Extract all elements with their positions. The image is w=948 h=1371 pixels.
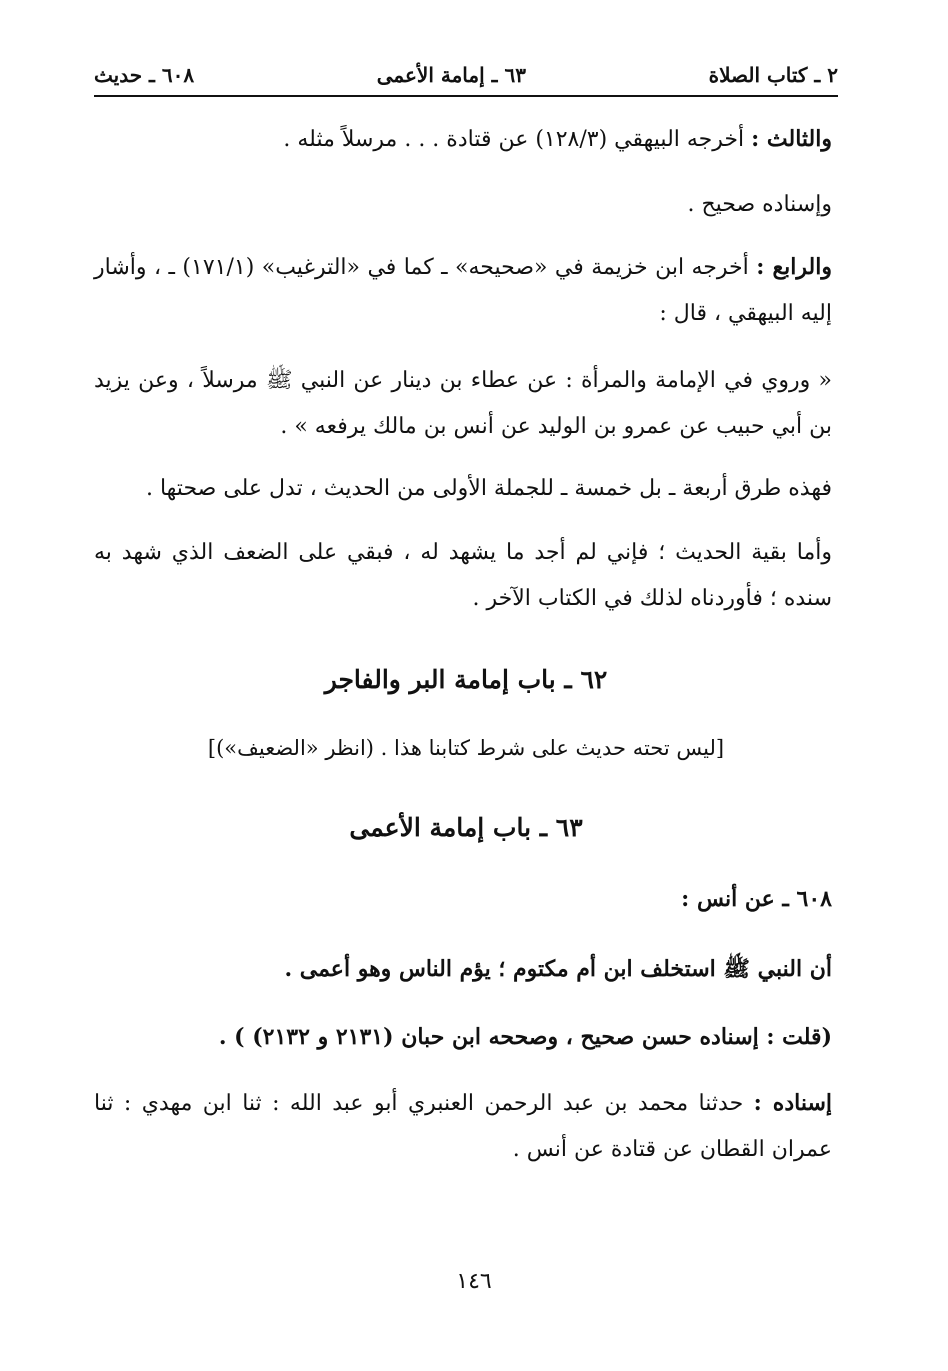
paragraph-quote: « وروي في الإمامة والمرأة : عن عطاء بن دينار عن النبي ﷺ مرسلاً ، وعن يزيد بن أبي حبيب عن عمرو بن الوليد عن أنس بن مالك يرفعه » . xyxy=(94,368,832,439)
header-divider xyxy=(94,95,838,97)
section-63-title: ٦٣ ـ باب إمامة الأعمى xyxy=(349,813,583,842)
section-62-title: ٦٢ ـ باب إمامة البر والفاجر xyxy=(324,665,608,694)
header-book-title: ٢ ـ كتاب الصلاة xyxy=(708,63,838,87)
hadith-number: ٦٠٨ ـ عن أنس : xyxy=(681,886,832,912)
hadith-isnad xyxy=(94,1080,832,1173)
fourth-text: أخرجه ابن خزيمة في «صحيحه» ـ كما في «الترغيب» (١٧١/١) ـ ، وأشار إليه البيهقي ، قال : xyxy=(94,255,832,326)
isnad-label: إسناده : xyxy=(753,1090,833,1116)
third-text: أخرجه البيهقي (١٢٨/٣) عن قتادة . . . مرسلاً مثله . xyxy=(283,127,752,152)
section-62-note: [ليس تحته حديث على شرط كتابنا هذا . (انظر «الضعيف»)] xyxy=(207,736,725,760)
header-hadith-number: ٦٠٨ ـ حديث xyxy=(94,63,195,87)
paragraph-four-routes: فهذه طرق أربعة ـ بل خمسة ـ للجملة الأولى من الحديث ، تدل على صحتها . xyxy=(145,476,832,501)
paragraph-isnad-sahih: وإسناده صحيح . xyxy=(687,192,832,217)
hadith-grading: (قلت : إسناده حسن صحيح ، وصححه ابن حبان (٢١٣١ و ٢١٣٢) ) . xyxy=(218,1024,832,1050)
page-number: ١٤٦ xyxy=(456,1269,492,1294)
paragraph-fourth xyxy=(94,244,832,337)
fourth-label: والرابع : xyxy=(756,254,832,280)
isnad-text: حدثنا محمد بن عبد الرحمن العنبري أبو عبد الله : ثنا ابن مهدي : ثنا عمران القطان عن قتادة عن أنس . xyxy=(94,1091,832,1162)
paragraph-remaining: وأما بقية الحديث ؛ فإني لم أجد ما يشهد له ، فبقي على الضعف الذي شهد به سنده ؛ فأوردناه لذلك في الكتاب الآخر . xyxy=(94,540,832,611)
running-header xyxy=(94,56,838,94)
header-chapter-title: ٦٣ ـ إمامة الأعمى xyxy=(376,63,526,87)
hadith-text: أن النبي ﷺ استخلف ابن أم مكتوم ؛ يؤم الناس وهو أعمى . xyxy=(284,956,832,982)
third-label: والثالث : xyxy=(751,126,832,152)
paragraph-third xyxy=(94,116,832,163)
